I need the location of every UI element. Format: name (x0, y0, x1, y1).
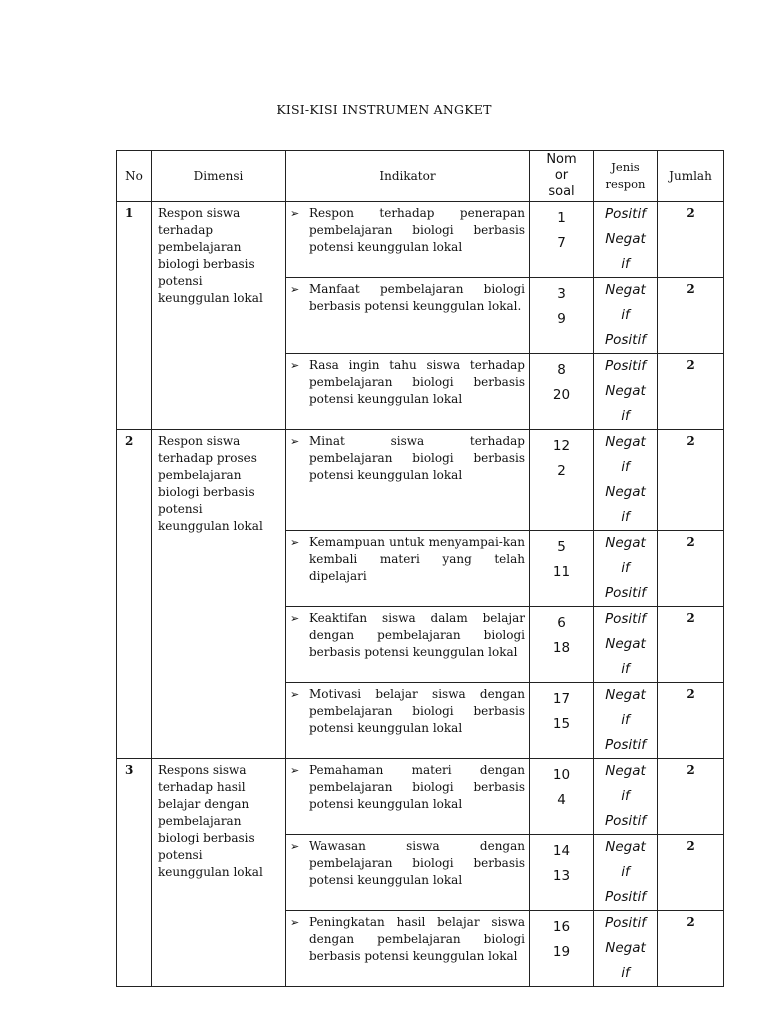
cell-dimensi (152, 759, 286, 987)
cell-jumlah: 2 (658, 202, 724, 278)
document-title: KISI-KISI INSTRUMEN ANGKET (276, 102, 492, 117)
header-jenis-respon (594, 151, 658, 202)
table-body (117, 202, 724, 987)
cell-nomor-soal (530, 683, 594, 759)
dimensi-line: pembelajaran (158, 814, 242, 828)
arrow-bullet-icon: ➢ (290, 612, 300, 625)
indikator-text: Rasa ingin tahu siswa terhadap pembelajaran biologi berbasis potensi keunggulan lokal (309, 358, 525, 406)
cell-jenis-respon (594, 531, 658, 607)
nomor-soal-value: 10 (552, 767, 571, 783)
cell-indikator (286, 531, 530, 607)
jenis-respon-value: Negat (605, 763, 646, 779)
dimensi-line: biologi berbasis (158, 485, 255, 499)
dimensi-line: keunggulan lokal (158, 519, 263, 533)
cell-indikator (286, 835, 530, 911)
jenis-respon-value: Negat (605, 231, 646, 247)
nomor-soal-value: 9 (557, 311, 566, 327)
cell-jenis-respon (594, 354, 658, 430)
indikator-text: Wawasan siswa dengan pembelajaran biologi berbasis potensi keunggulan lokal (309, 839, 525, 887)
jenis-respon-value: Negat (605, 282, 646, 298)
header-jenis-respon-line: respon (605, 177, 646, 191)
cell-no: 3 (117, 759, 152, 987)
indikator-text: Minat siswa terhadap pembelajaran biologi berbasis potensi keunggulan lokal (309, 434, 525, 482)
cell-nomor-soal (530, 911, 594, 987)
dimensi-line: Respon siswa (158, 434, 241, 448)
header-jumlah: Jumlah (658, 151, 724, 202)
cell-nomor-soal (530, 354, 594, 430)
indikator-item (290, 914, 525, 965)
cell-nomor-soal (530, 531, 594, 607)
cell-dimensi (152, 430, 286, 759)
cell-jumlah: 2 (658, 278, 724, 354)
dimensi-line: Respon siswa (158, 206, 241, 220)
arrow-bullet-icon: ➢ (290, 536, 300, 549)
jenis-respon-value: Negat (605, 535, 646, 551)
indikator-item (290, 762, 525, 813)
indikator-item (290, 686, 525, 737)
nomor-soal-value: 2 (557, 463, 566, 479)
indikator-text: Motivasi belajar siswa dengan pembelajaran biologi berbasis potensi keunggulan lokal (309, 687, 525, 735)
indikator-item (290, 610, 525, 661)
cell-jenis-respon (594, 911, 658, 987)
jenis-respon-value: Positif (605, 585, 646, 601)
nomor-soal-value: 13 (552, 868, 571, 884)
dimensi-line: biologi berbasis (158, 257, 255, 271)
indikator-item (290, 838, 525, 889)
nomor-soal-value: 11 (552, 564, 571, 580)
jenis-respon-value: if (621, 712, 630, 728)
arrow-bullet-icon: ➢ (290, 840, 300, 853)
header-dimensi: Dimensi (152, 151, 286, 202)
cell-nomor-soal (530, 278, 594, 354)
jenis-respon-value: Positif (605, 889, 646, 905)
jenis-respon-value: Negat (605, 434, 646, 450)
header-no: No (117, 151, 152, 202)
cell-indikator (286, 683, 530, 759)
cell-jumlah: 2 (658, 759, 724, 835)
jenis-respon-value: if (621, 965, 630, 981)
jenis-respon-value: Positif (605, 206, 646, 222)
header-nomor-soal (530, 151, 594, 202)
cell-nomor-soal (530, 835, 594, 911)
indikator-text: Respon terhadap penerapan pembelajaran biologi berbasis potensi keunggulan lokal (309, 206, 525, 254)
jenis-respon-value: Negat (605, 484, 646, 500)
jenis-respon-value: if (621, 509, 630, 525)
nomor-soal-value: 12 (552, 438, 571, 454)
arrow-bullet-icon: ➢ (290, 435, 300, 448)
nomor-soal-value: 20 (552, 387, 571, 403)
arrow-bullet-icon: ➢ (290, 359, 300, 372)
cell-nomor-soal (530, 759, 594, 835)
cell-nomor-soal (530, 202, 594, 278)
cell-jumlah: 2 (658, 911, 724, 987)
header-jenis-respon-line: Jenis (611, 160, 640, 174)
nomor-soal-value: 17 (552, 691, 571, 707)
dimensi-line: terhadap hasil (158, 780, 246, 794)
header-nomor-soal-line: or (554, 168, 569, 183)
cell-jenis-respon (594, 607, 658, 683)
arrow-bullet-icon: ➢ (290, 764, 300, 777)
jenis-respon-value: if (621, 661, 630, 677)
dimensi-line: potensi (158, 848, 203, 862)
indikator-text: Peningkatan hasil belajar siswa dengan pembelajaran biologi berbasis potensi keunggulan lokal (309, 915, 525, 963)
nomor-soal-value: 15 (552, 716, 571, 732)
nomor-soal-value: 6 (557, 615, 566, 631)
cell-jumlah: 2 (658, 683, 724, 759)
nomor-soal-value: 16 (552, 919, 571, 935)
jenis-respon-value: if (621, 256, 630, 272)
table-row (117, 759, 724, 835)
cell-dimensi (152, 202, 286, 430)
cell-indikator (286, 278, 530, 354)
table-header-row (117, 151, 724, 202)
cell-indikator (286, 354, 530, 430)
jenis-respon-value: Negat (605, 383, 646, 399)
dimensi-line: terhadap (158, 223, 214, 237)
dimensi-line: keunggulan lokal (158, 291, 263, 305)
indikator-text: Manfaat pembelajaran biologi berbasis potensi keunggulan lokal. (309, 282, 525, 313)
indikator-text: Pemahaman materi dengan pembelajaran biologi berbasis potensi keunggulan lokal (309, 763, 525, 811)
jenis-respon-value: Positif (605, 915, 646, 931)
nomor-soal-value: 5 (557, 539, 566, 555)
cell-indikator (286, 911, 530, 987)
indikator-item (290, 357, 525, 408)
indikator-item (290, 433, 525, 484)
dimensi-line: belajar dengan (158, 797, 250, 811)
indikator-item (290, 205, 525, 256)
cell-jumlah: 2 (658, 354, 724, 430)
dimensi-line: terhadap proses (158, 451, 257, 465)
nomor-soal-value: 1 (557, 210, 566, 226)
jenis-respon-value: if (621, 560, 630, 576)
jenis-respon-value: if (621, 788, 630, 804)
table-row (117, 202, 724, 278)
cell-nomor-soal (530, 430, 594, 531)
header-indikator: Indikator (286, 151, 530, 202)
cell-jenis-respon (594, 430, 658, 531)
arrow-bullet-icon: ➢ (290, 283, 300, 296)
indikator-item (290, 281, 525, 315)
jenis-respon-value: Positif (605, 332, 646, 348)
indikator-item (290, 534, 525, 585)
header-nomor-soal-line: Nom (546, 152, 577, 167)
jenis-respon-value: Positif (605, 611, 646, 627)
cell-jumlah: 2 (658, 531, 724, 607)
jenis-respon-value: if (621, 408, 630, 424)
jenis-respon-value: Positif (605, 813, 646, 829)
header-nomor-soal-line: soal (548, 184, 575, 199)
nomor-soal-value: 14 (552, 843, 571, 859)
nomor-soal-value: 3 (557, 286, 566, 302)
cell-jenis-respon (594, 683, 658, 759)
cell-nomor-soal (530, 607, 594, 683)
cell-indikator (286, 430, 530, 531)
jenis-respon-value: Positif (605, 737, 646, 753)
jenis-respon-value: Negat (605, 839, 646, 855)
nomor-soal-value: 19 (552, 944, 571, 960)
cell-jenis-respon (594, 759, 658, 835)
arrow-bullet-icon: ➢ (290, 688, 300, 701)
arrow-bullet-icon: ➢ (290, 207, 300, 220)
cell-indikator (286, 202, 530, 278)
jenis-respon-value: if (621, 459, 630, 475)
jenis-respon-value: Positif (605, 358, 646, 374)
dimensi-line: potensi (158, 502, 203, 516)
dimensi-line: biologi berbasis (158, 831, 255, 845)
nomor-soal-value: 8 (557, 362, 566, 378)
indikator-text: Kemampuan untuk menyampai-kan kembali materi yang telah dipelajari (309, 535, 525, 583)
jenis-respon-value: Negat (605, 636, 646, 652)
jenis-respon-value: Negat (605, 940, 646, 956)
indikator-text: Keaktifan siswa dalam belajar dengan pembelajaran biologi berbasis potensi keunggulan lokal (309, 611, 525, 659)
cell-jumlah: 2 (658, 835, 724, 911)
cell-jenis-respon (594, 202, 658, 278)
nomor-soal-value: 18 (552, 640, 571, 656)
cell-indikator (286, 759, 530, 835)
kisi-kisi-table (116, 150, 724, 987)
cell-no: 1 (117, 202, 152, 430)
cell-indikator (286, 607, 530, 683)
dimensi-line: Respons siswa (158, 763, 247, 777)
cell-jumlah: 2 (658, 607, 724, 683)
cell-jenis-respon (594, 278, 658, 354)
table-row (117, 430, 724, 531)
cell-jenis-respon (594, 835, 658, 911)
cell-jumlah: 2 (658, 430, 724, 531)
nomor-soal-value: 4 (557, 792, 566, 808)
arrow-bullet-icon: ➢ (290, 916, 300, 929)
dimensi-line: pembelajaran (158, 468, 242, 482)
nomor-soal-value: 7 (557, 235, 566, 251)
jenis-respon-value: Negat (605, 687, 646, 703)
dimensi-line: keunggulan lokal (158, 865, 263, 879)
dimensi-line: pembelajaran (158, 240, 242, 254)
cell-no: 2 (117, 430, 152, 759)
jenis-respon-value: if (621, 864, 630, 880)
jenis-respon-value: if (621, 307, 630, 323)
dimensi-line: potensi (158, 274, 203, 288)
